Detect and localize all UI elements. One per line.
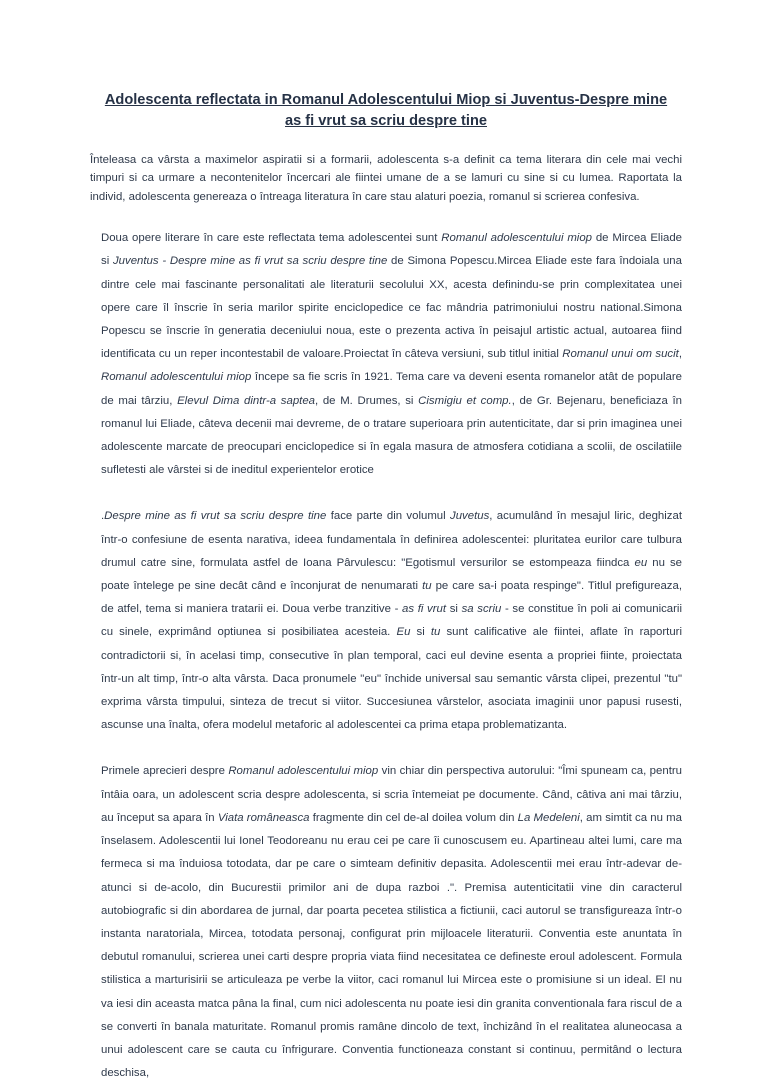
italic-text: Juvetus — [450, 510, 490, 523]
text-run: , — [678, 348, 682, 361]
italic-text: tu — [430, 626, 441, 639]
text-run: . — [101, 510, 105, 523]
body-text — [90, 227, 682, 1085]
italic-text: as fi vrut — [402, 603, 447, 616]
text-run: sunt calificative ale fiintei, aflate în raporturi contradictorii si, în acelasi timp, consecutive în plan temporal, caci eul devine esenta a propriei fiinte, proiectata într-un alt timp, într-o alta vârsta. Daca pronumele "eu" închide universal sau semantic vârsta clipei, prezentul "tu" exprima vârsta timpului, sinteza de trecut si viitor. Succesiunea vârstelor, asociata imaginii unor papusi rusesti, ascunse una înalta, ofera modelul metaforic al adolescentei ca prima etapa problematizanta. — [101, 626, 682, 732]
text-run: pe care sa-i poata respinge". Titlul prefigureaza, de atfel, tema si maniera tratarii ei. Doua verbe tranzitive - — [101, 580, 682, 616]
intro-paragraph: Înteleasa ca vârsta a maximelor aspiratii si a formarii, adolescenta s-a definit ca tema literara din cele mai vechi timpuri si ca urmare a necontenitelor încercari ale fiintei umane de a se lamuri cu sine si cu lumea. Raportata la individ, adolescenta genereaza o întreaga literatura în care stau alaturi poezia, romanul si scrierea confesiva. — [90, 154, 682, 203]
text-run: - se constitue în poli ai comunicarii cu sinele, exprimând optiunea si posibiliatea acesteia. — [101, 603, 682, 639]
text-run: de Simona Popescu.Mircea Eliade este fara îndoiala una dintre cele mai fascinante personalitati ale literaturii secolului XX, acesta definindu-se prin complexitatea unei opere care îl înscrie în seria marilor spirite enciclopedice ce fac mândria patrimoniului nostru national.Simona Popescu se înscrie în generatia deceniului noua, este o prezenta activa în peisajul artistic actual, autoarea fiind identificata cu un reper incontestabil de valoare.Proiectat în câteva versiuni, sub titlul initial — [101, 255, 682, 361]
italic-text: Despre mine as fi vrut sa scriu despre tine — [104, 510, 327, 523]
text-run: face parte din volumul — [326, 510, 451, 523]
italic-text: Viata româneasca — [217, 811, 310, 824]
text-run: începe sa fie scris în 1921. Tema care va deveni esenta romanelor atât de populare de mai târziu, — [101, 371, 683, 407]
text-run: , am simtit ca nu ma înselasem. Adolescentii lui Ionel Teodoreanu nu erau cei pe care îi cunoscusem eu. Apartineau altei lumi, care ma fermeca si ma înduiosa totodata, dar pe care o simteam definitiv depasita. Adolescentii mei erau într-adevar de-atunci si de-acolo, din Bucurestii primilor ani de dupa razboi .". Premisa autenticitatii vine din caracterul autobiografic si din abordarea de jurnal, dar poarta pecetea stilistica a fictiunii, caci autorul se transfigureaza într-o instanta naratoriala, Mircea, totodata personaj, configurat prin mijloacele literaturii. Conventia este anuntata în debutul romanului, scrierea unei carti despre propria viata fiind necesitatea ce defineste eroul adolescent. Formula stilistica a marturisirii se articuleaza pe verbe la viitor, caci romanul lui Mircea este o promisiune si un ideal. El nu va iesi din aceasta matca pâna la final, cum nici adolescenta nu poate iesi din granita conventionala fara riscul de a se converti în banala maturitate. Romanul promis ramâne dincolo de text, închizând în el realitatea aluneocasa a unui adolescent care se cauta cu înfrigurare. Conventia functioneaza constant si continuu, permitând o lectura deschisa, — [101, 811, 682, 1080]
text-run: si — [446, 603, 462, 616]
italic-text: Romanul adolescentului miop — [101, 371, 252, 384]
paragraph-2 — [101, 505, 682, 737]
paragraph-1 — [101, 227, 682, 482]
italic-text: eu — [634, 556, 648, 569]
italic-text: Romanul unui om sucit — [562, 348, 679, 361]
text-run: , acumulând în mesajul liric, deghizat într-o confesiune de esenta narativa, ideea fundamentala în definirea adolescentei: pluritatea eurilor care tulbura drumul catre sine, formulata astfel de Ioana Pârvulescu: "Egotismul versurilor se estompeaza fiindca — [101, 510, 682, 569]
text-run: Doua opere literare în care este reflectata tema adolescentei sunt — [101, 232, 442, 245]
text-run: , de M. Drumes, si — [315, 394, 419, 407]
text-run: vin chiar din perspectiva autorului: "Îmi spuneam ca, pentru întâia oara, un adolescent scria despre adolescenta, si scria întemeiat pe documente. Când, câtiva ani mai târziu, au început sa apara în — [101, 765, 682, 824]
document-title: Adolescenta reflectata in Romanul Adolescentului Miop si Juventus-Despre mine as fi vrut sa scriu despre tine — [104, 92, 668, 129]
italic-text: Romanul adolescentului miop — [228, 765, 379, 778]
text-run: fragmente din cel de-al doilea volum din — [309, 811, 518, 824]
text-run: Primele aprecieri despre — [101, 765, 229, 778]
italic-text: Romanul adolescentului miop — [441, 232, 593, 245]
italic-text: Cismigiu et comp. — [418, 394, 512, 407]
italic-text: Juventus - Despre mine as fi vrut sa scriu despre tine — [112, 255, 388, 268]
paragraph-3 — [101, 760, 682, 1085]
italic-text: sa scriu — [461, 603, 502, 616]
text-run: si — [410, 626, 431, 639]
italic-text: La Medeleni — [517, 811, 580, 824]
text-run: nu se poate întelege pe sine decât când e înconjurat de nenumarati — [101, 556, 683, 593]
italic-text: Eu — [396, 626, 411, 639]
text-run: , de Gr. Bejenaru, beneficiaza în romanul lui Eliade, câteva decenii mai devreme, de o tratare superioara prin autenticitate, dar si prin imaginea unei adolescente marcate de preocupari enciclopedice si în egala masura de atmosfera cotidiana a scolii, de oscilatiile sufletesti ale vârstei si de ineditul experientelor erotice — [101, 394, 682, 477]
text-run: de Mircea Eliade si — [101, 232, 682, 268]
italic-text: tu — [422, 580, 432, 593]
italic-text: Elevul Dima dintr-a saptea — [177, 394, 315, 407]
